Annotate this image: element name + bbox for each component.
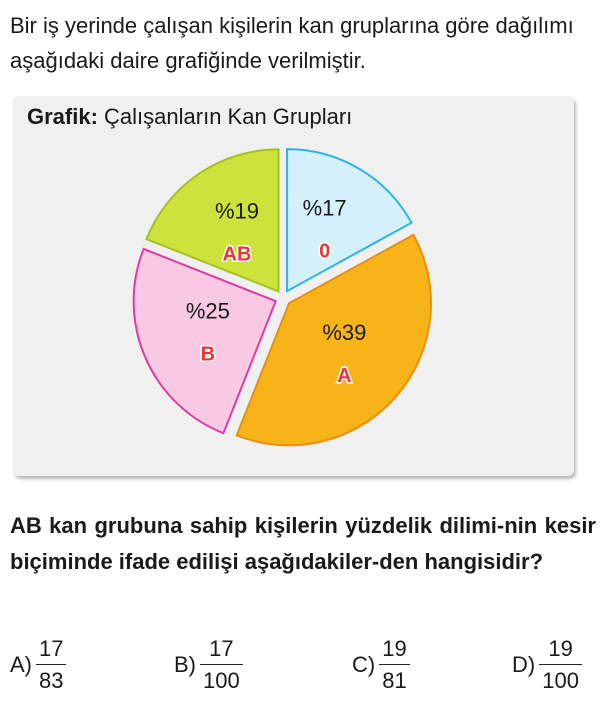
chart-card bbox=[13, 96, 574, 476]
option-a-fraction bbox=[36, 636, 66, 694]
pie-percent-label-ab: %19 bbox=[214, 198, 260, 224]
pie-percent-label-b: %25 bbox=[185, 298, 230, 324]
answer-options bbox=[0, 636, 612, 706]
option-c[interactable] bbox=[352, 636, 410, 694]
option-c-letter: C) bbox=[352, 652, 376, 677]
pie-group-label-a: A bbox=[337, 365, 352, 388]
option-c-denominator: 81 bbox=[379, 664, 409, 694]
pie-percent-label-zero: %17 bbox=[302, 195, 347, 221]
pie-percent-label-a: %39 bbox=[322, 320, 367, 346]
intro-text: Bir iş yerinde çalışan kişilerin kan gruplarına göre dağılımı aşağıdaki daire grafiğinde verilmiştir. bbox=[10, 13, 574, 73]
option-b-letter: B) bbox=[174, 652, 196, 677]
pie-group-label-ab: AB bbox=[222, 243, 252, 266]
option-b-fraction bbox=[200, 636, 243, 694]
option-a-denominator: 83 bbox=[36, 664, 66, 694]
chart-title-text: Çalışanların Kan Grupları bbox=[97, 104, 353, 129]
option-a-letter: A) bbox=[10, 652, 32, 677]
pie-group-label-zero: 0 bbox=[319, 240, 331, 263]
pie-chart bbox=[13, 96, 574, 476]
option-a-numerator: 17 bbox=[39, 636, 64, 661]
option-d[interactable] bbox=[512, 636, 582, 694]
option-c-fraction bbox=[379, 636, 409, 694]
chart-title-bold: Grafik: bbox=[27, 104, 98, 129]
option-d-letter: D) bbox=[512, 652, 536, 677]
option-a[interactable] bbox=[10, 636, 66, 694]
pie-group-label-b: B bbox=[200, 343, 216, 366]
option-d-numerator: 19 bbox=[548, 636, 573, 661]
option-d-denominator: 100 bbox=[539, 664, 582, 694]
option-b-denominator: 100 bbox=[200, 664, 243, 694]
option-d-fraction bbox=[539, 636, 582, 694]
option-b-numerator: 17 bbox=[209, 636, 234, 661]
option-c-numerator: 19 bbox=[382, 636, 407, 661]
question-text: AB kan grubuna sahip kişilerin yüzdelik dilimi-nin kesir biçiminde ifade edilişi aşağıdakiler-den hangisidir? bbox=[10, 513, 596, 574]
option-b[interactable] bbox=[174, 636, 243, 694]
